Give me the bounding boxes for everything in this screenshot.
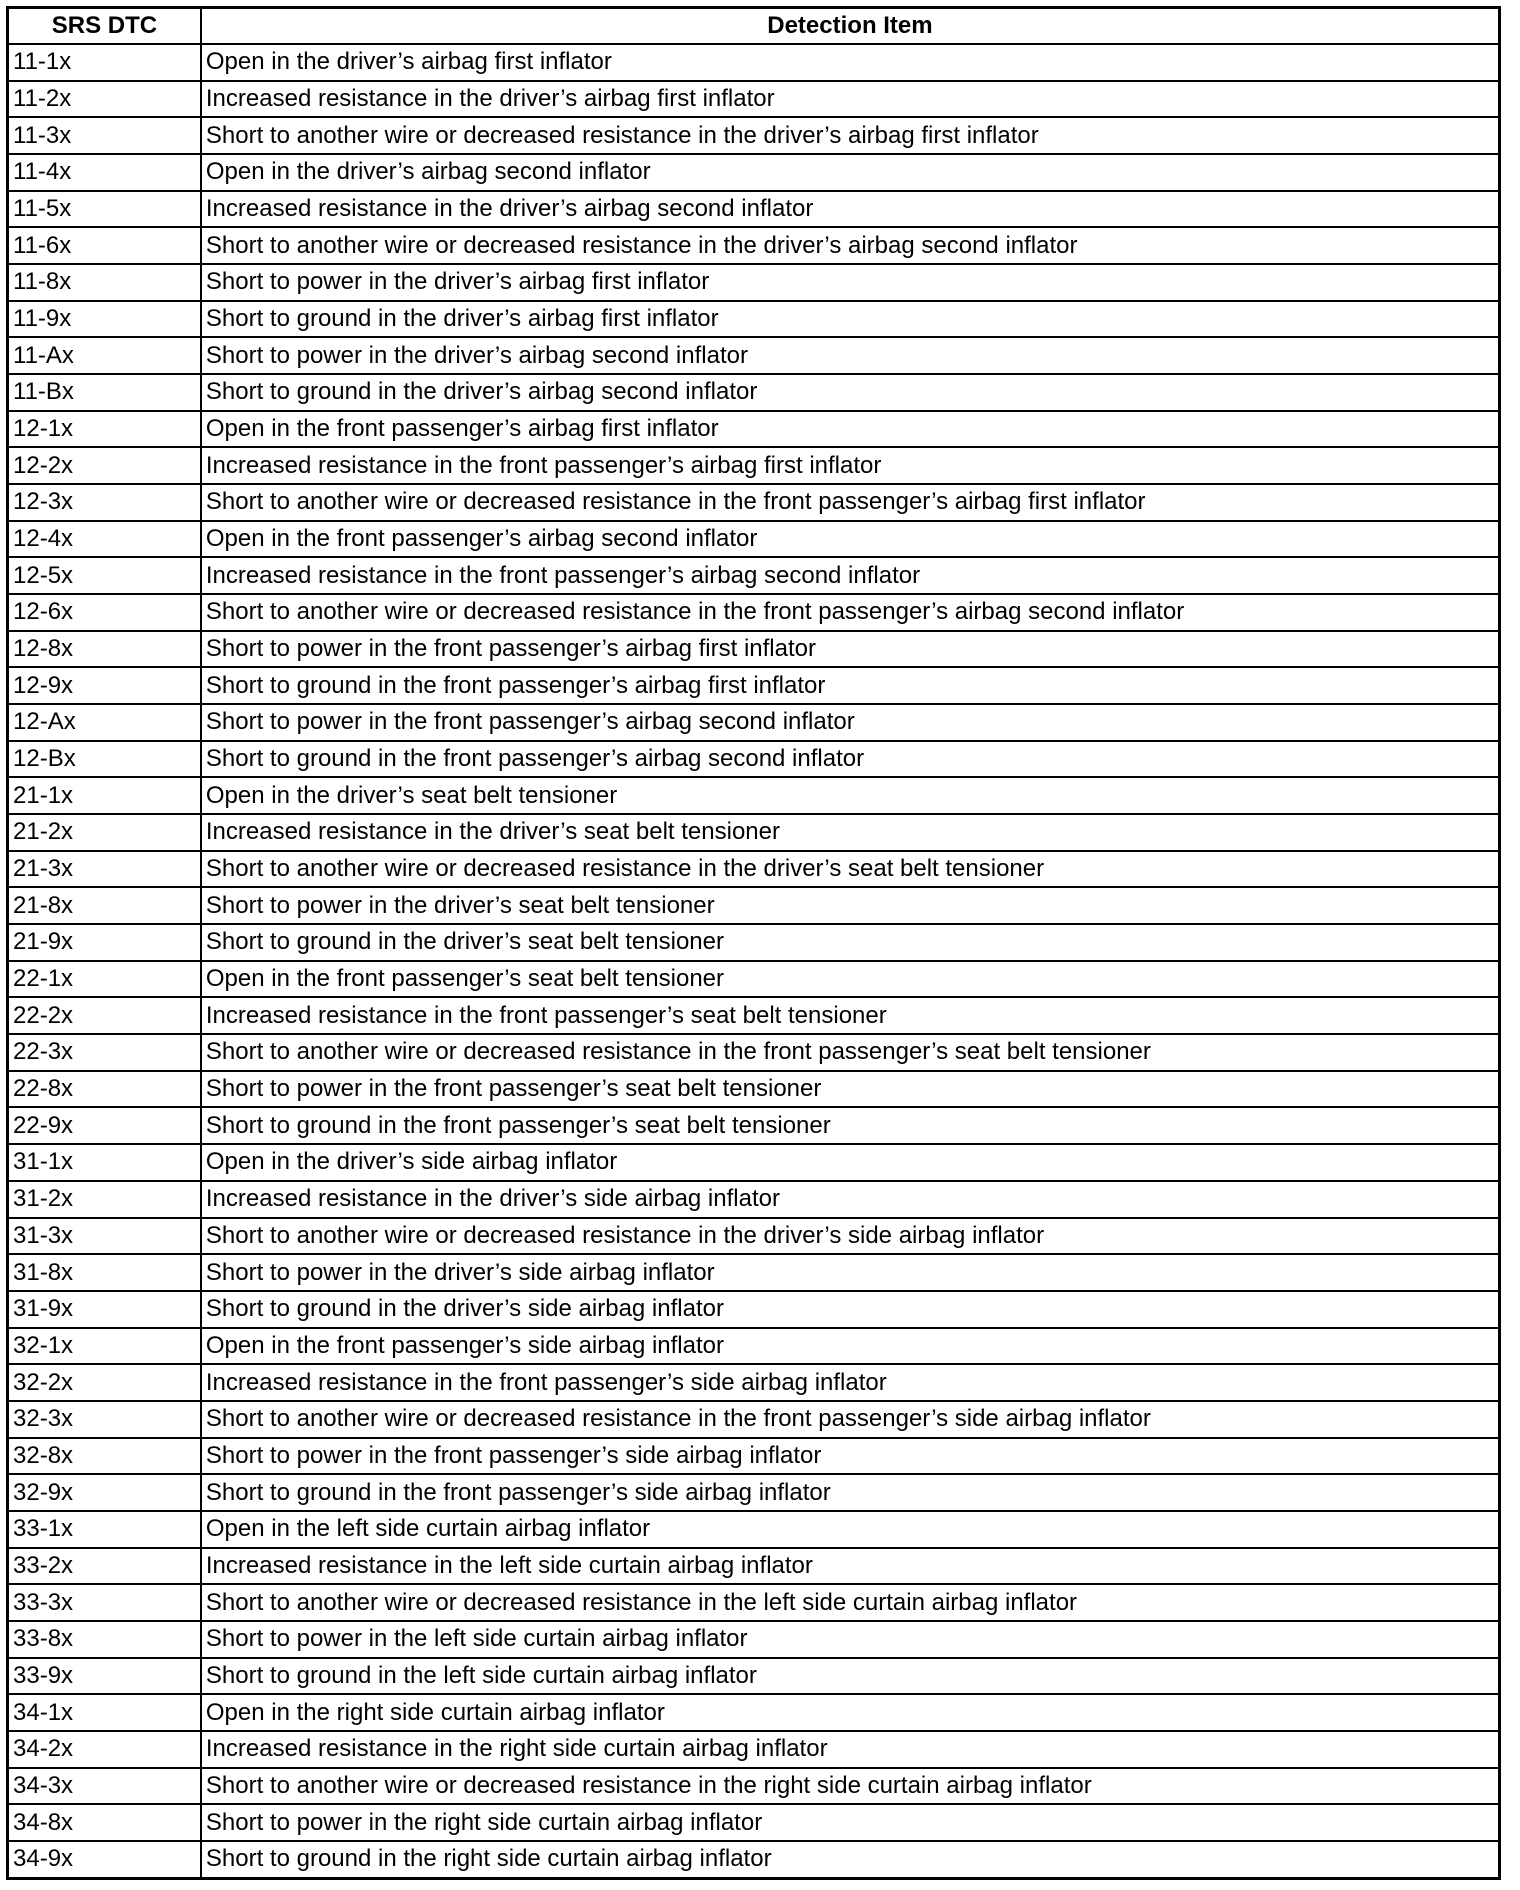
detection-item-cell: Increased resistance in the driver’s seat belt tensioner <box>201 814 1500 851</box>
table-row <box>8 374 1500 411</box>
detection-item-cell: Short to ground in the driver’s seat belt tensioner <box>201 924 1500 961</box>
dtc-code-cell: 33-8x <box>8 1621 201 1658</box>
detection-item-cell: Short to ground in the front passenger’s airbag second inflator <box>201 741 1500 778</box>
dtc-code-cell: 32-1x <box>8 1328 201 1365</box>
dtc-code-cell: 12-3x <box>8 484 201 521</box>
table-row <box>8 1328 1500 1365</box>
table-row <box>8 924 1500 961</box>
table-row <box>8 1364 1500 1401</box>
detection-item-cell: Short to power in the front passenger’s airbag second inflator <box>201 704 1500 741</box>
srs-dtc-table <box>6 6 1501 1880</box>
dtc-code-cell: 12-6x <box>8 594 201 631</box>
dtc-code-cell: 22-3x <box>8 1034 201 1071</box>
table-row <box>8 1511 1500 1548</box>
table-row <box>8 1768 1500 1805</box>
header-row <box>8 8 1500 45</box>
table-row <box>8 814 1500 851</box>
dtc-code-cell: 34-9x <box>8 1841 201 1879</box>
dtc-code-cell: 11-Bx <box>8 374 201 411</box>
detection-item-cell: Increased resistance in the driver’s airbag second inflator <box>201 191 1500 228</box>
dtc-code-cell: 22-2x <box>8 997 201 1034</box>
table-row <box>8 1584 1500 1621</box>
table-row <box>8 1438 1500 1475</box>
table-row <box>8 851 1500 888</box>
table-row <box>8 1071 1500 1108</box>
detection-item-cell: Short to another wire or decreased resistance in the left side curtain airbag inflator <box>201 1584 1500 1621</box>
detection-item-cell: Open in the driver’s side airbag inflator <box>201 1144 1500 1181</box>
detection-item-cell: Increased resistance in the front passenger’s side airbag inflator <box>201 1364 1500 1401</box>
detection-item-cell: Short to ground in the front passenger’s side airbag inflator <box>201 1474 1500 1511</box>
dtc-code-cell: 33-3x <box>8 1584 201 1621</box>
dtc-code-cell: 11-2x <box>8 81 201 118</box>
table-row <box>8 1218 1500 1255</box>
table-row <box>8 447 1500 484</box>
table-row <box>8 1034 1500 1071</box>
table-row <box>8 484 1500 521</box>
dtc-code-cell: 33-9x <box>8 1658 201 1695</box>
dtc-code-cell: 32-9x <box>8 1474 201 1511</box>
detection-item-cell: Short to another wire or decreased resistance in the right side curtain airbag inflator <box>201 1768 1500 1805</box>
table-row <box>8 557 1500 594</box>
dtc-code-cell: 34-1x <box>8 1694 201 1731</box>
detection-item-cell: Increased resistance in the front passenger’s seat belt tensioner <box>201 997 1500 1034</box>
detection-item-cell: Increased resistance in the right side curtain airbag inflator <box>201 1731 1500 1768</box>
dtc-code-cell: 12-2x <box>8 447 201 484</box>
table-row <box>8 1401 1500 1438</box>
dtc-code-cell: 11-4x <box>8 154 201 191</box>
table-row <box>8 997 1500 1034</box>
table-row <box>8 777 1500 814</box>
dtc-code-cell: 11-3x <box>8 117 201 154</box>
header-detection-item: Detection Item <box>201 8 1500 45</box>
header-srs-dtc: SRS DTC <box>8 8 201 45</box>
table-row <box>8 1804 1500 1841</box>
table-row <box>8 411 1500 448</box>
table-row <box>8 227 1500 264</box>
detection-item-cell: Short to power in the driver’s side airbag inflator <box>201 1254 1500 1291</box>
dtc-code-cell: 31-3x <box>8 1218 201 1255</box>
table-row <box>8 594 1500 631</box>
detection-item-cell: Short to power in the driver’s seat belt tensioner <box>201 887 1500 924</box>
table-row <box>8 1107 1500 1144</box>
table-row <box>8 81 1500 118</box>
dtc-code-cell: 34-2x <box>8 1731 201 1768</box>
table-row <box>8 631 1500 668</box>
dtc-code-cell: 22-9x <box>8 1107 201 1144</box>
detection-item-cell: Short to ground in the left side curtain airbag inflator <box>201 1658 1500 1695</box>
table-row <box>8 1254 1500 1291</box>
dtc-code-cell: 31-8x <box>8 1254 201 1291</box>
table-row <box>8 117 1500 154</box>
dtc-code-cell: 21-3x <box>8 851 201 888</box>
table-row <box>8 301 1500 338</box>
detection-item-cell: Open in the left side curtain airbag inflator <box>201 1511 1500 1548</box>
detection-item-cell: Increased resistance in the left side curtain airbag inflator <box>201 1548 1500 1585</box>
dtc-code-cell: 21-8x <box>8 887 201 924</box>
detection-item-cell: Open in the front passenger’s airbag second inflator <box>201 521 1500 558</box>
detection-item-cell: Increased resistance in the front passenger’s airbag second inflator <box>201 557 1500 594</box>
dtc-code-cell: 11-5x <box>8 191 201 228</box>
table-row <box>8 1181 1500 1218</box>
detection-item-cell: Short to power in the front passenger’s seat belt tensioner <box>201 1071 1500 1108</box>
table-row <box>8 1694 1500 1731</box>
detection-item-cell: Short to another wire or decreased resistance in the driver’s airbag first inflator <box>201 117 1500 154</box>
dtc-code-cell: 12-Bx <box>8 741 201 778</box>
table-row <box>8 191 1500 228</box>
detection-item-cell: Increased resistance in the driver’s airbag first inflator <box>201 81 1500 118</box>
table-row <box>8 337 1500 374</box>
detection-item-cell: Short to power in the front passenger’s side airbag inflator <box>201 1438 1500 1475</box>
detection-item-cell: Short to power in the right side curtain airbag inflator <box>201 1804 1500 1841</box>
dtc-code-cell: 33-2x <box>8 1548 201 1585</box>
table-row <box>8 1731 1500 1768</box>
dtc-code-cell: 31-9x <box>8 1291 201 1328</box>
dtc-code-cell: 11-9x <box>8 301 201 338</box>
dtc-code-cell: 12-1x <box>8 411 201 448</box>
dtc-code-cell: 11-Ax <box>8 337 201 374</box>
detection-item-cell: Open in the right side curtain airbag inflator <box>201 1694 1500 1731</box>
detection-item-cell: Short to ground in the front passenger’s airbag first inflator <box>201 667 1500 704</box>
dtc-code-cell: 12-8x <box>8 631 201 668</box>
detection-item-cell: Open in the driver’s airbag first inflator <box>201 44 1500 81</box>
detection-item-cell: Short to power in the driver’s airbag first inflator <box>201 264 1500 301</box>
detection-item-cell: Increased resistance in the driver’s side airbag inflator <box>201 1181 1500 1218</box>
detection-item-cell: Open in the front passenger’s seat belt tensioner <box>201 961 1500 998</box>
detection-item-cell: Short to another wire or decreased resistance in the front passenger’s side airbag inflator <box>201 1401 1500 1438</box>
table-row <box>8 264 1500 301</box>
detection-item-cell: Short to ground in the front passenger’s seat belt tensioner <box>201 1107 1500 1144</box>
dtc-code-cell: 31-1x <box>8 1144 201 1181</box>
dtc-code-cell: 21-2x <box>8 814 201 851</box>
table-row <box>8 1144 1500 1181</box>
dtc-code-cell: 34-3x <box>8 1768 201 1805</box>
dtc-code-cell: 22-1x <box>8 961 201 998</box>
table-row <box>8 1548 1500 1585</box>
table-row <box>8 704 1500 741</box>
dtc-code-cell: 34-8x <box>8 1804 201 1841</box>
table-row <box>8 741 1500 778</box>
detection-item-cell: Short to another wire or decreased resistance in the driver’s seat belt tensioner <box>201 851 1500 888</box>
table-row <box>8 1841 1500 1879</box>
table-header <box>8 8 1500 45</box>
dtc-code-cell: 11-1x <box>8 44 201 81</box>
dtc-code-cell: 32-2x <box>8 1364 201 1401</box>
dtc-code-cell: 21-1x <box>8 777 201 814</box>
detection-item-cell: Short to power in the driver’s airbag second inflator <box>201 337 1500 374</box>
detection-item-cell: Short to another wire or decreased resistance in the front passenger’s seat belt tensioner <box>201 1034 1500 1071</box>
detection-item-cell: Short to ground in the driver’s side airbag inflator <box>201 1291 1500 1328</box>
detection-item-cell: Open in the front passenger’s side airbag inflator <box>201 1328 1500 1365</box>
dtc-code-cell: 12-Ax <box>8 704 201 741</box>
dtc-code-cell: 12-4x <box>8 521 201 558</box>
table-row <box>8 44 1500 81</box>
table-row <box>8 887 1500 924</box>
dtc-code-cell: 31-2x <box>8 1181 201 1218</box>
table-row <box>8 1621 1500 1658</box>
table-row <box>8 961 1500 998</box>
detection-item-cell: Short to another wire or decreased resistance in the driver’s airbag second inflator <box>201 227 1500 264</box>
detection-item-cell: Short to ground in the right side curtain airbag inflator <box>201 1841 1500 1879</box>
dtc-code-cell: 11-6x <box>8 227 201 264</box>
table-row <box>8 1291 1500 1328</box>
detection-item-cell: Increased resistance in the front passenger’s airbag first inflator <box>201 447 1500 484</box>
table-body <box>8 44 1500 1879</box>
table-row <box>8 521 1500 558</box>
dtc-code-cell: 11-8x <box>8 264 201 301</box>
dtc-code-cell: 32-8x <box>8 1438 201 1475</box>
dtc-code-cell: 33-1x <box>8 1511 201 1548</box>
dtc-code-cell: 22-8x <box>8 1071 201 1108</box>
detection-item-cell: Open in the front passenger’s airbag first inflator <box>201 411 1500 448</box>
dtc-code-cell: 21-9x <box>8 924 201 961</box>
table-row <box>8 667 1500 704</box>
detection-item-cell: Short to another wire or decreased resistance in the front passenger’s airbag second inflator <box>201 594 1500 631</box>
detection-item-cell: Short to power in the front passenger’s airbag first inflator <box>201 631 1500 668</box>
detection-item-cell: Short to another wire or decreased resistance in the driver’s side airbag inflator <box>201 1218 1500 1255</box>
dtc-code-cell: 32-3x <box>8 1401 201 1438</box>
detection-item-cell: Short to another wire or decreased resistance in the front passenger’s airbag first inflator <box>201 484 1500 521</box>
table-row <box>8 154 1500 191</box>
detection-item-cell: Short to ground in the driver’s airbag second inflator <box>201 374 1500 411</box>
dtc-code-cell: 12-5x <box>8 557 201 594</box>
detection-item-cell: Short to ground in the driver’s airbag first inflator <box>201 301 1500 338</box>
dtc-code-cell: 12-9x <box>8 667 201 704</box>
detection-item-cell: Open in the driver’s seat belt tensioner <box>201 777 1500 814</box>
detection-item-cell: Open in the driver’s airbag second inflator <box>201 154 1500 191</box>
table-row <box>8 1474 1500 1511</box>
detection-item-cell: Short to power in the left side curtain airbag inflator <box>201 1621 1500 1658</box>
table-row <box>8 1658 1500 1695</box>
